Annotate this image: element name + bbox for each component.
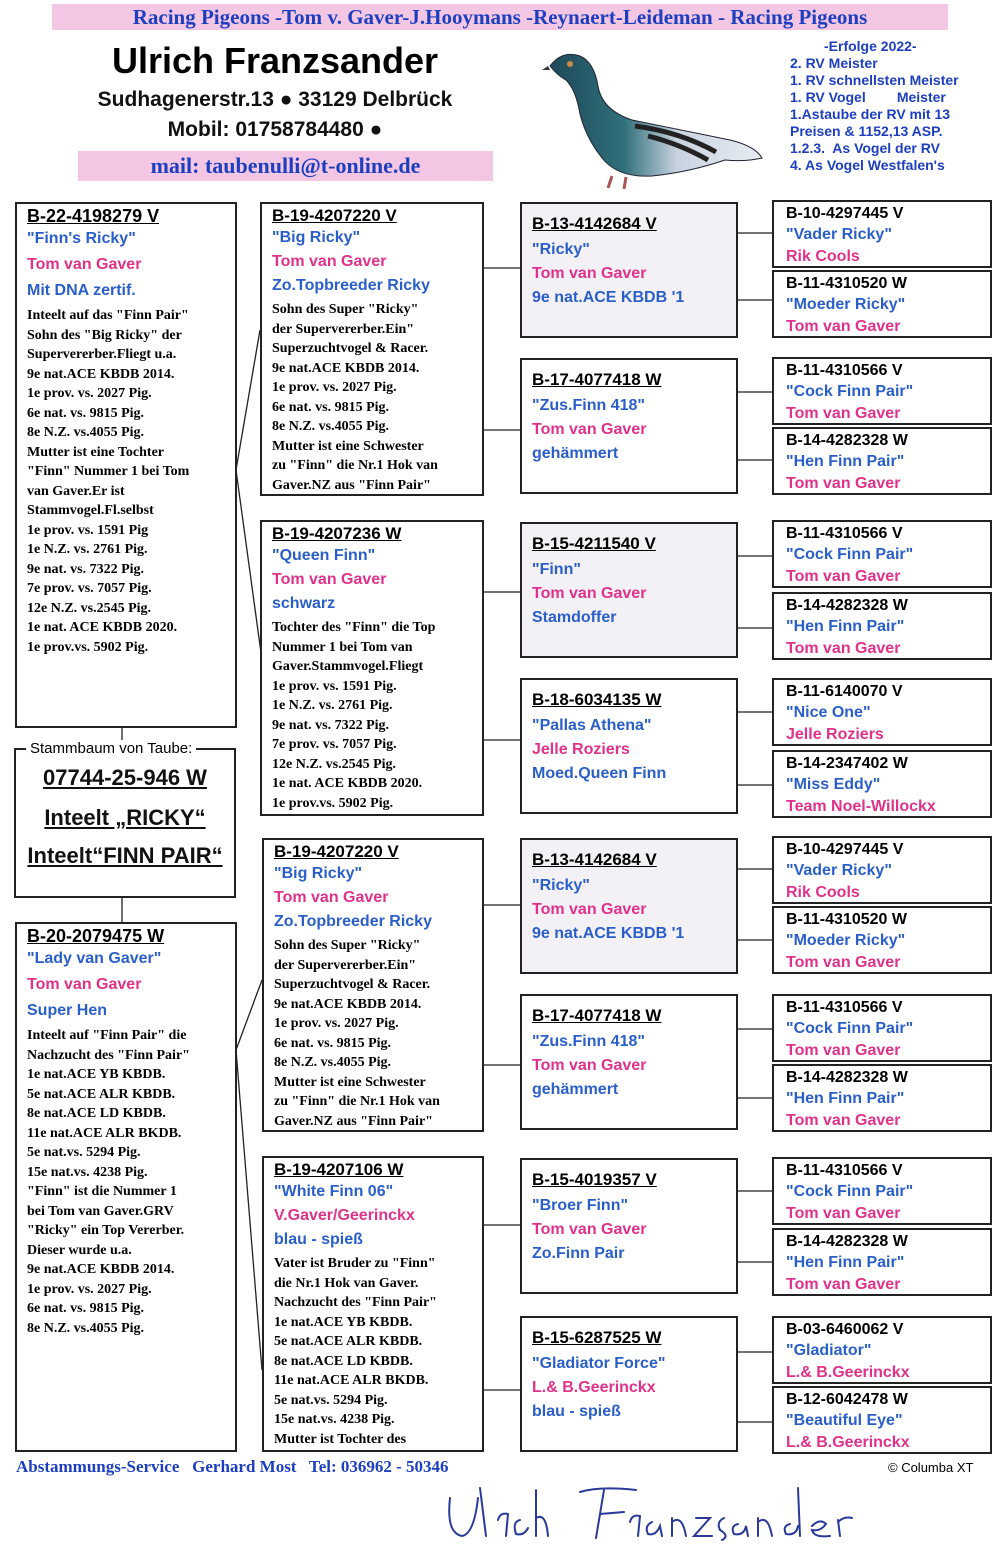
breeder: Rik Cools: [786, 248, 860, 265]
breeder: Tom van Gaver: [786, 318, 901, 335]
ring-number: B-15-4019357 V: [532, 1170, 657, 1189]
pigeon-name: "Vader Ricky": [786, 226, 892, 243]
owner-name: Ulrich Franzsander: [111, 40, 439, 81]
gen4-box: [772, 200, 992, 268]
pigeon-info: Super Hen: [27, 1002, 108, 1019]
pigeon-name: "Zus.Finn 418": [532, 397, 645, 414]
breeder: Tom van Gaver: [786, 1112, 901, 1129]
pigeon-name: "Cock Finn Pair": [786, 1020, 914, 1037]
banner: Racing Pigeons -Tom v. Gaver-J.Hooymans -Reynaert-Leideman - Racing Pigeons: [52, 4, 948, 30]
great-grandparent-box: [520, 358, 738, 494]
pigeon-name: "Beautiful Eye": [786, 1412, 903, 1429]
pigeon-name: "Lady van Gaver": [27, 950, 162, 967]
great-grandparent-box: [520, 202, 738, 338]
breeder: Tom van Gaver: [272, 571, 387, 588]
stammbaum-inteelt-1: Inteelt „RICKY“: [44, 805, 206, 830]
ring-number: B-11-4310566 V: [786, 362, 903, 379]
gen4-box: [772, 750, 992, 818]
gen4-box: [772, 1386, 992, 1454]
breeder: L.& B.Geerinckx: [786, 1364, 910, 1381]
great-grandparent-box: [520, 994, 738, 1130]
breeder: V.Gaver/Geerinckx: [274, 1207, 415, 1224]
grandparent-box: [260, 202, 484, 496]
sire-box: [15, 202, 237, 728]
great-grandparent-box: [520, 838, 738, 974]
pigeon-name: "Gladiator": [786, 1342, 872, 1359]
breeder: Tom van Gaver: [786, 1042, 901, 1059]
ring-number: B-17-4077418 W: [532, 1006, 662, 1025]
ring-number: B-14-4282328 W: [786, 432, 908, 449]
breeder: Tom van Gaver: [532, 421, 647, 438]
pigeon-name: "Hen Finn Pair": [786, 1254, 905, 1271]
performance-notes: Sohn des Super "Ricky" der Supervererber.Ein" Superzuchtvogel & Racer. 9e nat.ACE KBDB 2014. 1e prov. vs. 2027 Pig. 6e nat. vs. 9815 Pig. 8e N.Z. vs.4055 Pig. Mutter ist eine Schwester zu "Finn" die Nr.1 Hok van Gaver.NZ aus "Finn Pair": [272, 302, 438, 493]
breeder: Team Noel-Willockx: [786, 798, 936, 815]
stammbaum-label: Stammbaum von Taube:: [26, 740, 196, 757]
great-grandparent-box: [520, 1316, 738, 1452]
erfolge-list: [790, 38, 995, 174]
ring-number: B-20-2079475 W: [27, 926, 165, 946]
owner-mail: mail: taubenulli@t-online.de: [78, 151, 493, 181]
grandparent-box: [262, 1156, 484, 1452]
stammbaum-inteelt-2: Inteelt“FINN PAIR“: [27, 843, 223, 868]
breeder: L.& B.Geerinckx: [786, 1434, 910, 1451]
ring-number: B-15-6287525 W: [532, 1328, 662, 1347]
ring-number: B-14-4282328 W: [786, 1233, 908, 1250]
pigeon-name: "Gladiator Force": [532, 1355, 666, 1372]
pigeon-name: "Ricky": [532, 241, 590, 258]
pigeon-name: "Broer Finn": [532, 1197, 629, 1214]
great-grandparent-box: [520, 678, 738, 814]
breeder: Tom van Gaver: [786, 954, 901, 971]
erfolge-item: 4. As Vogel Westfalen's: [790, 157, 945, 173]
ring-number: B-03-6460062 V: [786, 1321, 904, 1338]
breeder: Tom van Gaver: [532, 1221, 647, 1238]
pigeon-info: Stamdoffer: [532, 609, 617, 626]
service-footer: Abstammungs-Service Gerhard Most Tel: 036962 - 50346: [16, 1457, 449, 1476]
gen4-box: [772, 270, 992, 338]
ring-number: B-14-2347402 W: [786, 755, 908, 772]
ring-number: B-11-4310566 V: [786, 1162, 903, 1179]
pigeon-name: "Hen Finn Pair": [786, 453, 905, 470]
pigeon-name: "Vader Ricky": [786, 862, 892, 879]
gen4-box: [772, 678, 992, 746]
pigeon-name: "Ricky": [532, 877, 590, 894]
breeder: Tom van Gaver: [532, 265, 647, 282]
great-grandparent-box: [520, 1158, 738, 1294]
ring-number: B-11-4310566 V: [786, 999, 903, 1016]
pigeon-name: "Moeder Ricky": [786, 296, 906, 313]
stammbaum-ring: 07744-25-946 W: [43, 765, 207, 790]
ring-number: B-18-6034135 W: [532, 690, 662, 709]
gen4-box: [772, 1228, 992, 1296]
pigeon-info: Zo.Topbreeder Ricky: [274, 913, 432, 930]
ring-number: B-13-4142684 V: [532, 850, 657, 869]
grandparent-box: [262, 838, 484, 1132]
breeder: Tom van Gaver: [786, 1205, 901, 1222]
breeder: Tom van Gaver: [532, 901, 647, 918]
ring-number: B-15-4211540 V: [532, 534, 656, 553]
pigeon-info: Moed.Queen Finn: [532, 765, 667, 782]
pigeon-name: "Cock Finn Pair": [786, 1183, 914, 1200]
breeder: Tom van Gaver: [274, 889, 389, 906]
pigeon-info: Zo.Finn Pair: [532, 1245, 625, 1262]
breeder: Tom van Gaver: [27, 256, 142, 273]
ring-number: B-19-4207236 W: [272, 524, 402, 543]
pigeon-name: "White Finn 06": [274, 1183, 394, 1200]
copyright: © Columba XT: [888, 1460, 974, 1475]
breeder: Tom van Gaver: [786, 640, 901, 657]
grandparent-box: [260, 520, 484, 816]
pigeon-name: "Zus.Finn 418": [532, 1033, 645, 1050]
erfolge-item: 1.2.3. As Vogel der RV: [790, 140, 940, 156]
pigeon-info: schwarz: [272, 595, 336, 612]
pigeon-name: "Finn's Ricky": [27, 230, 136, 247]
pigeon-info: 9e nat.ACE KBDB '1: [532, 925, 685, 942]
breeder: Jelle Roziers: [532, 741, 630, 758]
ring-number: B-22-4198279 V: [27, 206, 160, 226]
pigeon-info: Zo.Topbreeder Ricky: [272, 277, 430, 294]
breeder: Rik Cools: [786, 884, 860, 901]
pigeon-info: gehämmert: [532, 1081, 619, 1098]
ring-number: B-19-4207106 W: [274, 1160, 404, 1179]
breeder: Tom van Gaver: [272, 253, 387, 270]
performance-notes: Inteelt auf das "Finn Pair" Sohn des "Big Ricky" der Supervererber.Fliegt u.a. 9e nat.ACE KBDB 2014. 1e prov. vs. 2027 Pig. 6e nat. vs. 9815 Pig. 8e N.Z. vs.4055 Pig. Mutter ist eine Tochter "Finn" Nummer 1 bei Tom van Gaver.Er ist Stammvogel.Fl.selbst 1e prov. vs. 1591 Pig 1e N.Z. vs. 2761 Pig. 9e nat. vs. 7322 Pig. 7e prov. vs. 7057 Pig. 12e N.Z. vs.2545 Pig. 1e nat. ACE KBDB 2020. 1e prov.vs. 5902 Pig.: [27, 308, 190, 655]
pigeon-name: "Moeder Ricky": [786, 932, 906, 949]
breeder: Tom van Gaver: [27, 976, 142, 993]
erfolge-item: 1. RV schnellsten Meister: [790, 72, 959, 88]
pigeon-name: "Queen Finn": [272, 547, 376, 564]
ring-number: B-19-4207220 V: [272, 206, 397, 225]
ring-number: B-12-6042478 W: [786, 1391, 908, 1408]
pigeon-info: blau - spieß: [274, 1231, 363, 1248]
handwritten-signature: [440, 1478, 860, 1548]
dam-box: [15, 922, 237, 1452]
performance-notes: Vater ist Bruder zu "Finn" die Nr.1 Hok van Gaver. Nachzucht des "Finn Pair" 1e nat.ACE YB KBDB. 5e nat.ACE ALR KBDB. 8e nat.ACE LD KBDB. 11e nat.ACE ALR BKDB. 5e nat.vs. 5294 Pig. 15e nat.vs. 4238 Pig. Mutter ist Tochter des: [274, 1256, 437, 1447]
pigeon-name: "Miss Eddy": [786, 776, 881, 793]
ring-number: B-14-4282328 W: [786, 1069, 908, 1086]
ring-number: B-11-4310566 V: [786, 525, 903, 542]
ring-number: B-10-4297445 V: [786, 841, 904, 858]
ring-number: B-17-4077418 W: [532, 370, 662, 389]
gen4-box: [772, 1316, 992, 1384]
breeder: Tom van Gaver: [786, 568, 901, 585]
pigeon-info: 9e nat.ACE KBDB '1: [532, 289, 685, 306]
pigeon-name: "Cock Finn Pair": [786, 383, 914, 400]
ring-number: B-10-4297445 V: [786, 205, 904, 222]
erfolge-item: 1. RV Vogel Meister: [790, 89, 946, 105]
pigeon-name: "Nice One": [786, 704, 871, 721]
pigeon-name: "Pallas Athena": [532, 717, 652, 734]
pigeon-name: "Big Ricky": [274, 865, 363, 882]
gen4-box: [772, 427, 992, 495]
pigeon-name: "Hen Finn Pair": [786, 618, 905, 635]
pigeon-name: "Hen Finn Pair": [786, 1090, 905, 1107]
gen4-box: [772, 836, 992, 904]
gen4-box: [772, 1064, 992, 1132]
pigeon-info: Mit DNA zertif.: [27, 282, 136, 299]
gen4-box: [772, 357, 992, 425]
breeder: Tom van Gaver: [786, 1276, 901, 1293]
breeder: Tom van Gaver: [786, 405, 901, 422]
breeder: L.& B.Geerinckx: [532, 1379, 656, 1396]
breeder: Tom van Gaver: [532, 585, 647, 602]
ring-number: B-14-4282328 W: [786, 597, 908, 614]
ring-number: B-13-4142684 V: [532, 214, 657, 233]
ring-number: B-19-4207220 V: [274, 842, 399, 861]
pigeon-name: "Cock Finn Pair": [786, 546, 914, 563]
owner-mobile: Mobil: 01758784480 ●: [167, 118, 383, 141]
erfolge-item: 1.Astaube der RV mit 13: [790, 106, 951, 122]
breeder: Tom van Gaver: [786, 475, 901, 492]
pigeon-info: gehämmert: [532, 445, 619, 462]
breeder: Tom van Gaver: [532, 1057, 647, 1074]
performance-notes: Tochter des "Finn" die Top Nummer 1 bei Tom van Gaver.Stammvogel.Fliegt 1e prov. vs. 1591 Pig. 1e N.Z. vs. 2761 Pig. 9e nat. vs. 7322 Pig. 7e prov. vs. 7057 Pig. 12e N.Z. vs.2545 Pig. 1e nat. ACE KBDB 2020. 1e prov.vs. 5902 Pig.: [272, 620, 436, 811]
ring-number: B-11-4310520 W: [786, 911, 907, 928]
breeder: Jelle Roziers: [786, 726, 884, 743]
performance-notes: Sohn des Super "Ricky" der Supervererber.Ein" Superzuchtvogel & Racer. 9e nat.ACE KBDB 2014. 1e prov. vs. 2027 Pig. 6e nat. vs. 9815 Pig. 8e N.Z. vs.4055 Pig. Mutter ist eine Schwester zu "Finn" die Nr.1 Hok van Gaver.NZ aus "Finn Pair": [274, 938, 440, 1129]
great-grandparent-box: [520, 522, 738, 658]
gen4-box: [772, 994, 992, 1062]
gen4-box: [772, 1157, 992, 1225]
pigeon-name: "Big Ricky": [272, 229, 361, 246]
erfolge-item: Preisen & 1152,13 ASP.: [790, 123, 943, 139]
pigeon-info: blau - spieß: [532, 1403, 621, 1420]
ring-number: B-11-6140070 V: [786, 683, 903, 700]
performance-notes: Inteelt auf "Finn Pair" die Nachzucht des "Finn Pair" 1e nat.ACE YB KBDB. 5e nat.ACE ALR KBDB. 8e nat.ACE LD KBDB. 11e nat.ACE ALR BKDB. 5e nat.vs. 5294 Pig. 15e nat.vs. 4238 Pig. "Finn" ist die Nummer 1 bei Tom van Gaver.GRV "Ricky" ein Top Vererber. Dieser wurde u.a. 9e nat.ACE KBDB 2014. 1e prov. vs. 2027 Pig. 6e nat. vs. 9815 Pig. 8e N.Z. vs.4055 Pig.: [27, 1028, 190, 1336]
pigeon-photo: [540, 40, 770, 190]
gen4-box: [772, 906, 992, 974]
pigeon-name: "Finn": [532, 561, 581, 578]
owner-address: Sudhagenerstr.13 ● 33129 Delbrück: [97, 88, 453, 111]
ring-number: B-11-4310520 W: [786, 275, 907, 292]
erfolge-title: -Erfolge 2022-: [824, 38, 917, 54]
gen4-box: [772, 592, 992, 660]
gen4-box: [772, 520, 992, 588]
erfolge-item: 2. RV Meister: [790, 55, 878, 71]
